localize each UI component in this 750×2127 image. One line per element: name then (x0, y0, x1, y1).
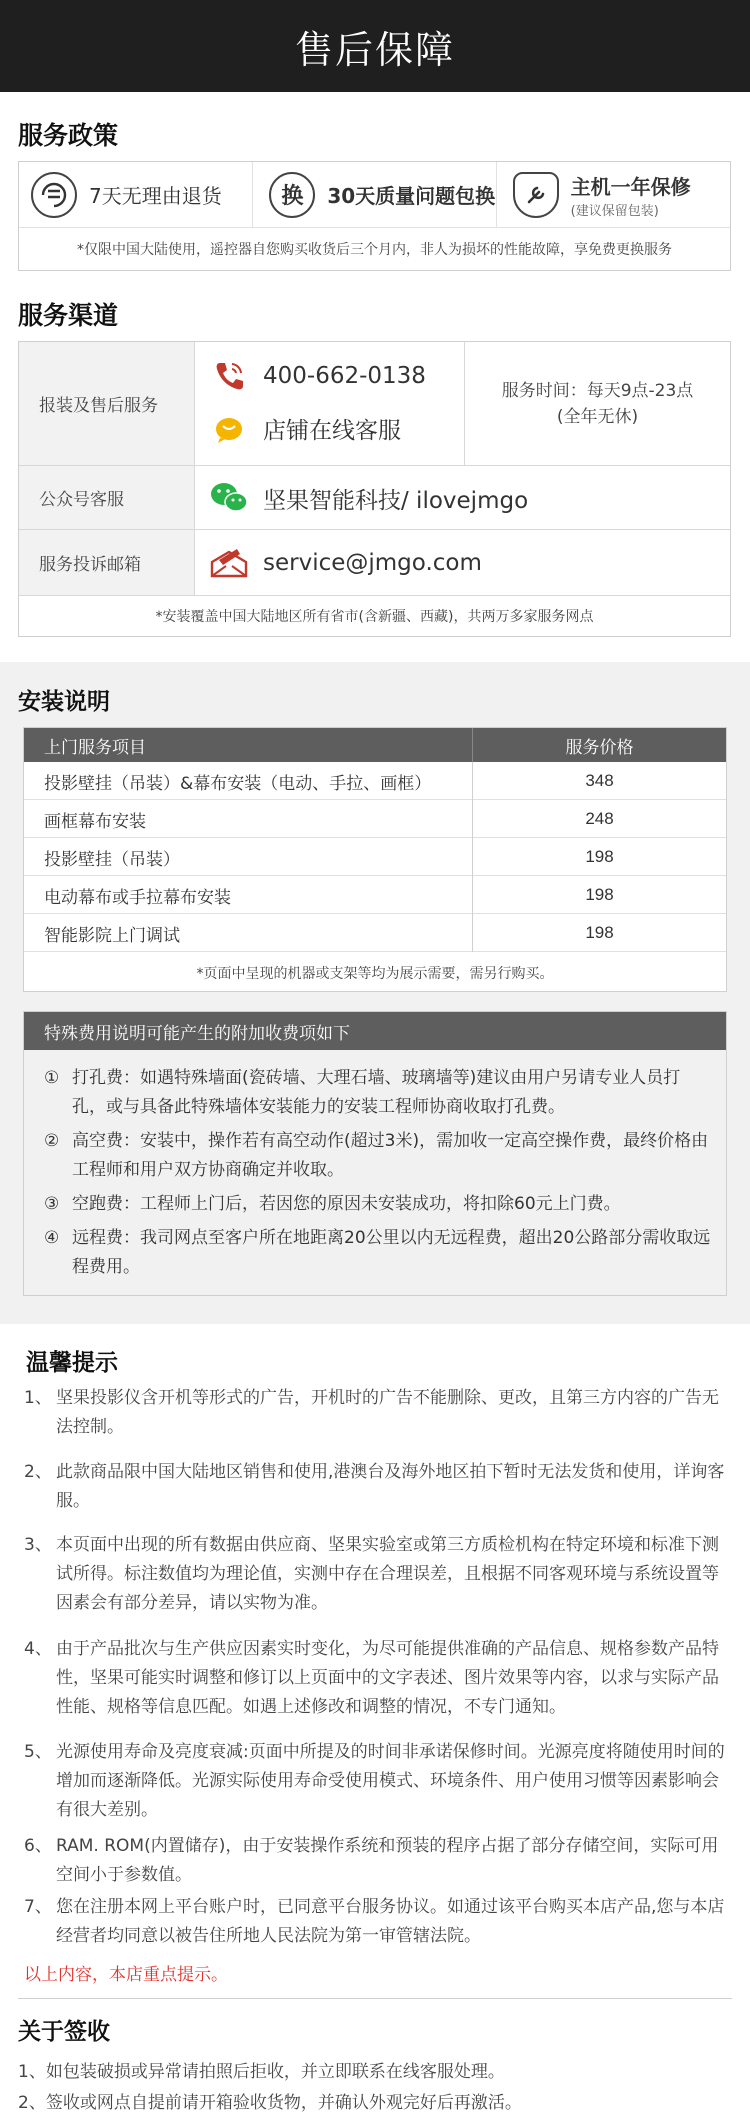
tip-text: 由于产品批次与生产供应因素实时变化，为尽可能提供准确的产品信息、规格参数产品特性，坚果可能实时调整和修订以上页面中的文字表述、图片效果等内容，以求与实际产品性能、规格等信息匹配。如遇上述修改和调整的情况，不专门通知。 (56, 1639, 719, 1717)
tip-item (24, 1738, 734, 1825)
policy-box (18, 161, 731, 271)
mail-icon (209, 543, 249, 583)
channel-row-wechat (19, 466, 730, 530)
service-price: 198 (472, 914, 726, 952)
table-row (24, 876, 726, 914)
tip-number: 3、 (24, 1535, 52, 1555)
page-title: 售后保障 (294, 27, 455, 72)
service-hours-line: 服务时间：每天9点-23点 (501, 380, 694, 401)
service-price: 198 (472, 876, 726, 914)
fee-number: ② (44, 1131, 60, 1151)
fee-item (44, 1127, 714, 1185)
tip-number: 2、 (24, 1462, 52, 1482)
policy-item-sub: (建议保留包装) (570, 203, 659, 219)
fee-item (44, 1064, 714, 1122)
page-header (0, 0, 750, 92)
policy-item-return (19, 162, 252, 227)
service-price: 198 (472, 838, 726, 876)
table-header (24, 728, 726, 762)
signing-line: 2、签收或网点自提前请开箱验收货物，并确认外观完好后再激活。 (18, 2093, 522, 2113)
fee-number: ③ (44, 1194, 60, 1214)
tips-section-title: 温馨提示 (26, 1350, 118, 1376)
table-row (24, 762, 726, 800)
tip-number: 4、 (24, 1639, 52, 1659)
tip-item (24, 1635, 734, 1722)
tip-text: 此款商品限中国大陆地区销售和使用,港澳台及海外地区拍下暂时无法发货和使用，详询客服。 (56, 1462, 725, 1511)
install-price-table (23, 727, 727, 992)
fees-header: 特殊费用说明可能产生的附加收费项如下 (24, 1012, 726, 1050)
install-note: *页面中呈现的机器或支架等均为展示需要，需另行购买。 (196, 966, 554, 982)
channel-row-service (19, 342, 730, 466)
return-7-days-icon (31, 172, 77, 218)
tip-text: 您在注册本网上平台账户时，已同意平台服务协议。如通过该平台购买本店产品,您与本店经营者均同意以被告住所地人民法院为第一审管辖法院。 (56, 1897, 725, 1946)
policy-item-label: 30天质量问题包换 (327, 184, 496, 208)
online-service-line[interactable] (209, 408, 401, 448)
service-item: 智能影院上门调试 (44, 925, 180, 946)
install-section-title: 安装说明 (18, 689, 110, 715)
tip-item (24, 1832, 734, 1890)
exchange-icon: 换 (269, 172, 315, 218)
service-price: 348 (472, 762, 726, 800)
section-divider (18, 1998, 732, 1999)
email-line[interactable] (209, 543, 482, 583)
phone-number[interactable]: 400-662-0138 (263, 363, 426, 389)
tip-number: 5、 (24, 1742, 52, 1762)
phone-line[interactable] (209, 356, 426, 396)
signing-line: 1、如包装破损或异常请拍照后拒收，并立即联系在线客服处理。 (18, 2062, 505, 2082)
policy-section-title: 服务政策 (18, 121, 119, 150)
channels-note: *安装覆盖中国大陆地区所有省市(含新疆、西藏)，共两万多家服务网点 (155, 609, 594, 625)
table-row (24, 914, 726, 952)
policy-note: *仅限中国大陆使用，遥控器自您购买收货后三个月内，非人为损坏的性能故障，享免费更换服务 (77, 242, 672, 258)
channels-box (18, 341, 731, 637)
fee-text: 高空费：安装中，操作若有高空动作(超过3米)，需加收一定高空操作费，最终价格由工程师和用户双方协商确定并收取。 (72, 1131, 709, 1180)
fee-number: ④ (44, 1228, 60, 1248)
tip-text: 坚果投影仪含开机等形式的广告，开机时的广告不能删除、更改，且第三方内容的广告无法控制。 (56, 1388, 719, 1437)
channel-label: 公众号客服 (19, 466, 195, 529)
email-address[interactable]: service@jmgo.com (263, 550, 482, 576)
fee-text: 远程费：我司网点至客户所在地距离20公里以内无远程费，超出20公路部分需收取远程费用。 (72, 1228, 711, 1277)
tip-text: 本页面中出现的所有数据由供应商、坚果实验室或第三方质检机构在特定环境和标准下测试所得。标注数值均为理论值，实测中存在合理误差，且根据不同客观环境与系统设置等因素会有部分差异，请以实物为准。 (56, 1535, 719, 1613)
policy-items-row (19, 162, 730, 228)
warranty-shield-icon (513, 172, 559, 218)
header-price: 服务价格 (472, 728, 726, 762)
service-hours-note: (全年无休) (556, 406, 639, 427)
table-row (24, 800, 726, 838)
tip-text: 光源使用寿命及亮度衰减:页面中所提及的时间非承诺保修时间。光源亮度将随使用时间的增加而逐渐降低。光源实际使用寿命受使用模式、环境条件、用户使用习惯等因素影响会有很大差别。 (56, 1742, 725, 1820)
fee-item (44, 1224, 714, 1282)
special-fees-box (23, 1011, 727, 1296)
tip-text: RAM. ROM(内置储存)，由于安装操作系统和预装的程序占据了部分存储空间，实际可用空间小于参数值。 (56, 1836, 719, 1885)
table-row (24, 838, 726, 876)
fee-item (44, 1190, 714, 1219)
service-item: 投影壁挂（吊装）&幕布安装（电动、手拉、画框） (44, 773, 432, 794)
channels-section-title: 服务渠道 (18, 301, 119, 330)
service-item: 画框幕布安装 (44, 811, 146, 832)
tip-number: 1、 (24, 1388, 52, 1408)
fee-number: ① (44, 1068, 60, 1088)
policy-item-label: 主机一年保修 (570, 174, 691, 199)
tip-item (24, 1531, 734, 1618)
phone-icon (209, 356, 249, 396)
tip-item (24, 1893, 734, 1951)
channel-label: 服务投诉邮箱 (19, 530, 195, 595)
warranty-text (571, 171, 691, 219)
policy-item-exchange (253, 162, 495, 227)
service-price: 248 (472, 800, 726, 838)
channel-label: 报装及售后服务 (19, 342, 195, 465)
wechat-line[interactable] (209, 478, 528, 518)
fee-text: 打孔费：如遇特殊墙面(瓷砖墙、大理石墙、玻璃墙等)建议由用户另请专业人员打孔，或与具备此特殊墙体安装能力的安装工程师协商收取打孔费。 (72, 1068, 681, 1117)
service-item: 投影壁挂（吊装） (44, 849, 180, 870)
policy-item-warranty (497, 162, 730, 227)
channel-row-email (19, 530, 730, 596)
signing-section-title: 关于签收 (18, 2019, 110, 2045)
header-item: 上门服务项目 (44, 737, 146, 758)
tips-emphasis: 以上内容，本店重点提示。 (24, 1965, 228, 1985)
tip-item (24, 1458, 734, 1516)
wechat-account[interactable]: 坚果智能科技/ ilovejmgo (263, 487, 529, 514)
tip-number: 7、 (24, 1897, 52, 1917)
policy-item-label: 7天无理由退货 (89, 184, 222, 208)
service-hours (464, 342, 730, 465)
wechat-icon (209, 478, 249, 518)
fee-text: 空跑费：工程师上门后，若因您的原因未安装成功，将扣除60元上门费。 (72, 1194, 621, 1214)
online-service-icon (209, 408, 249, 448)
tip-number: 6、 (24, 1836, 52, 1856)
tip-item (24, 1384, 734, 1442)
online-service-label[interactable]: 店铺在线客服 (263, 417, 401, 444)
service-item: 电动幕布或手拉幕布安装 (44, 887, 231, 908)
